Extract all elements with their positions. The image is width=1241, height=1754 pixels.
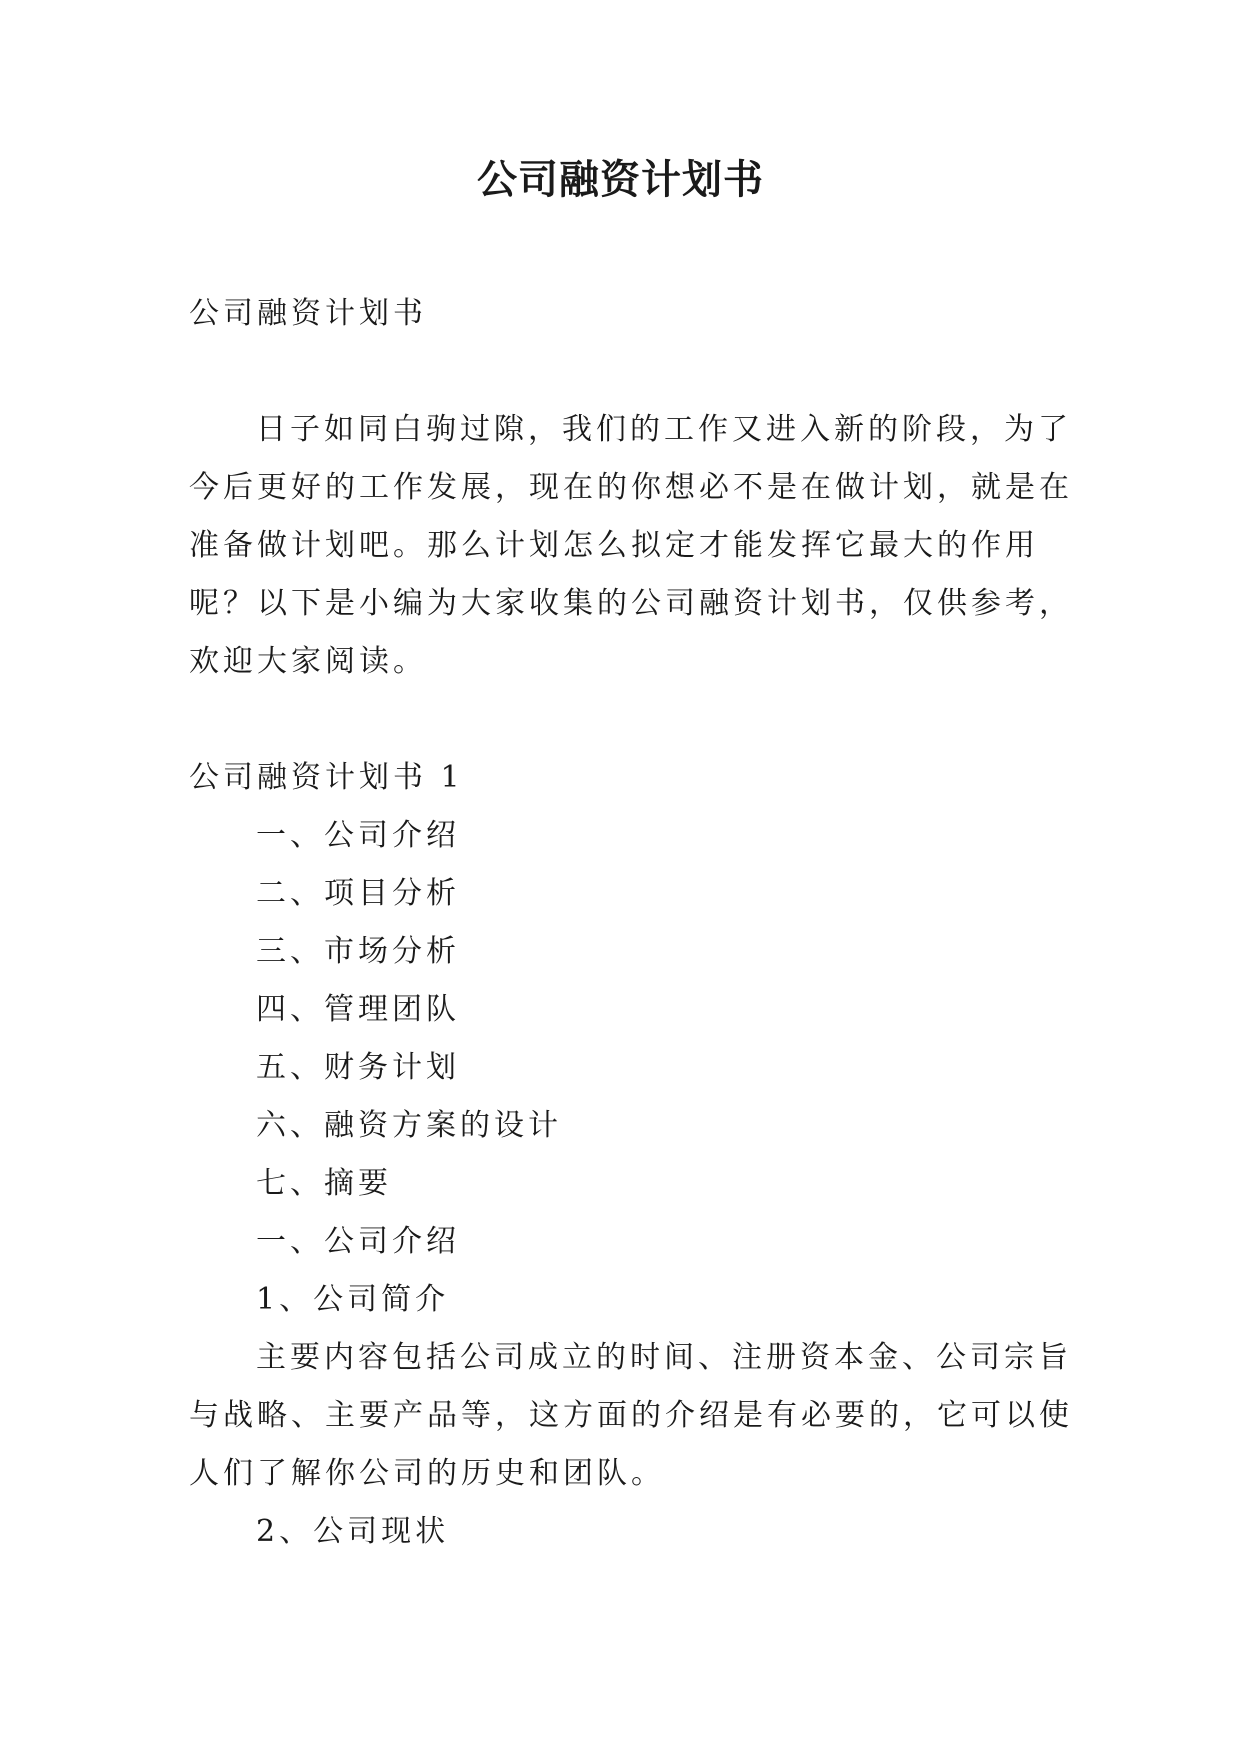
section-1-title: 一、公司介绍 xyxy=(256,1224,460,1259)
toc-item: 二、项目分析 xyxy=(256,876,460,911)
subsection-1-title: 1、公司简介 xyxy=(256,1282,450,1317)
document-subtitle: 公司融资计划书 xyxy=(189,296,427,331)
section-heading: 公司融资计划书 1 xyxy=(189,760,464,795)
intro-line: 呢？以下是小编为大家收集的公司融资计划书，仅供参考， xyxy=(189,586,1073,621)
body-line: 人们了解你公司的历史和团队。 xyxy=(189,1456,665,1491)
body-line: 与战略、主要产品等，这方面的介绍是有必要的，它可以使 xyxy=(189,1398,1073,1433)
toc-item: 四、管理团队 xyxy=(256,992,460,1027)
subsection-2-title: 2、公司现状 xyxy=(256,1514,450,1549)
toc-item: 三、市场分析 xyxy=(256,934,460,969)
intro-line: 欢迎大家阅读。 xyxy=(189,644,427,679)
toc-item: 六、融资方案的设计 xyxy=(256,1108,562,1143)
toc-item: 七、摘要 xyxy=(256,1166,392,1201)
document-title: 公司融资计划书 xyxy=(477,157,764,203)
body-line: 主要内容包括公司成立的时间、注册资本金、公司宗旨 xyxy=(256,1340,1072,1375)
toc-item: 一、公司介绍 xyxy=(256,818,460,853)
intro-line: 日子如同白驹过隙，我们的工作又进入新的阶段，为了 xyxy=(256,412,1072,447)
intro-line: 今后更好的工作发展，现在的你想必不是在做计划，就是在 xyxy=(189,470,1073,505)
toc-item: 五、财务计划 xyxy=(256,1050,460,1085)
intro-line: 准备做计划吧。那么计划怎么拟定才能发挥它最大的作用 xyxy=(189,528,1039,563)
